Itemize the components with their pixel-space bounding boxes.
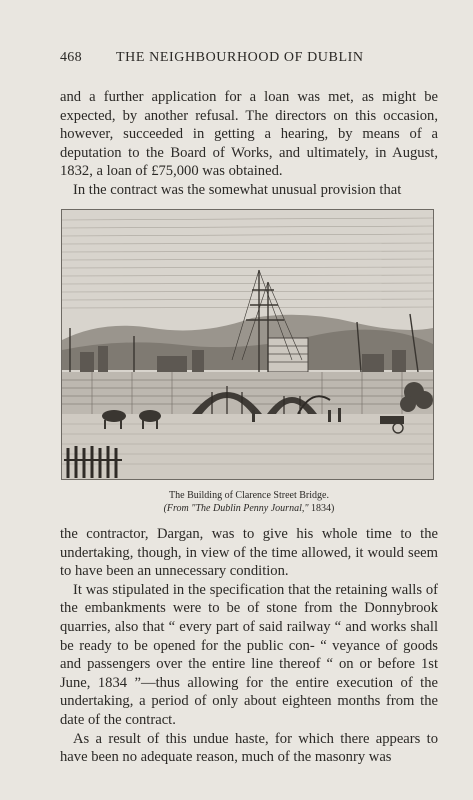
paragraph: It was stipulated in the specification that the retaining walls of the embankments were to be of stone from the Donnybrook quarries, also that “ every part of said railway “ and works shall be ready to be opened for the public con- “ veyance of goods and passengers over the entire line thereof “ on or before 1st June, 1834 ”—thus allowing for the entire execution of the undertaking, a period of only about eighteen months from the date of the contract. bbox=[60, 581, 438, 728]
page-number: 468 bbox=[60, 50, 82, 65]
paragraph: and a further application for a loan was met, as might be expected, by another refusal. The directors on this occasion, however, succeeded in getting a hearing, by means of a deputation to the Board of Works, and ultimately, in August, 1832, a loan of £75,000 was obtained. bbox=[60, 89, 438, 180]
caption-year: 1834) bbox=[311, 503, 335, 514]
body-text-top bbox=[60, 88, 438, 200]
page-header bbox=[60, 50, 438, 70]
body-text-bottom bbox=[60, 525, 438, 767]
figure-caption-title: The Building of Clarence Street Bridge. bbox=[169, 490, 329, 501]
caption-source-text: (From "The Dublin Penny Journal," bbox=[163, 503, 309, 514]
engraving-drawing bbox=[62, 210, 433, 479]
paragraph: As a result of this undue haste, for which there appears to have been no adequate reason, much of the masonry was bbox=[60, 730, 438, 766]
running-title: THE NEIGHBOURHOOD OF DUBLIN bbox=[116, 50, 364, 65]
figure-caption-source bbox=[60, 502, 438, 515]
engraving-illustration bbox=[61, 209, 434, 480]
paragraph: In the contract was the somewhat unusual provision that bbox=[73, 181, 402, 198]
paragraph: the contractor, Dargan, was to give his whole time to the undertaking, though, in view of the time allowed, it would seem to have been an unnecessary condition. bbox=[60, 526, 438, 580]
